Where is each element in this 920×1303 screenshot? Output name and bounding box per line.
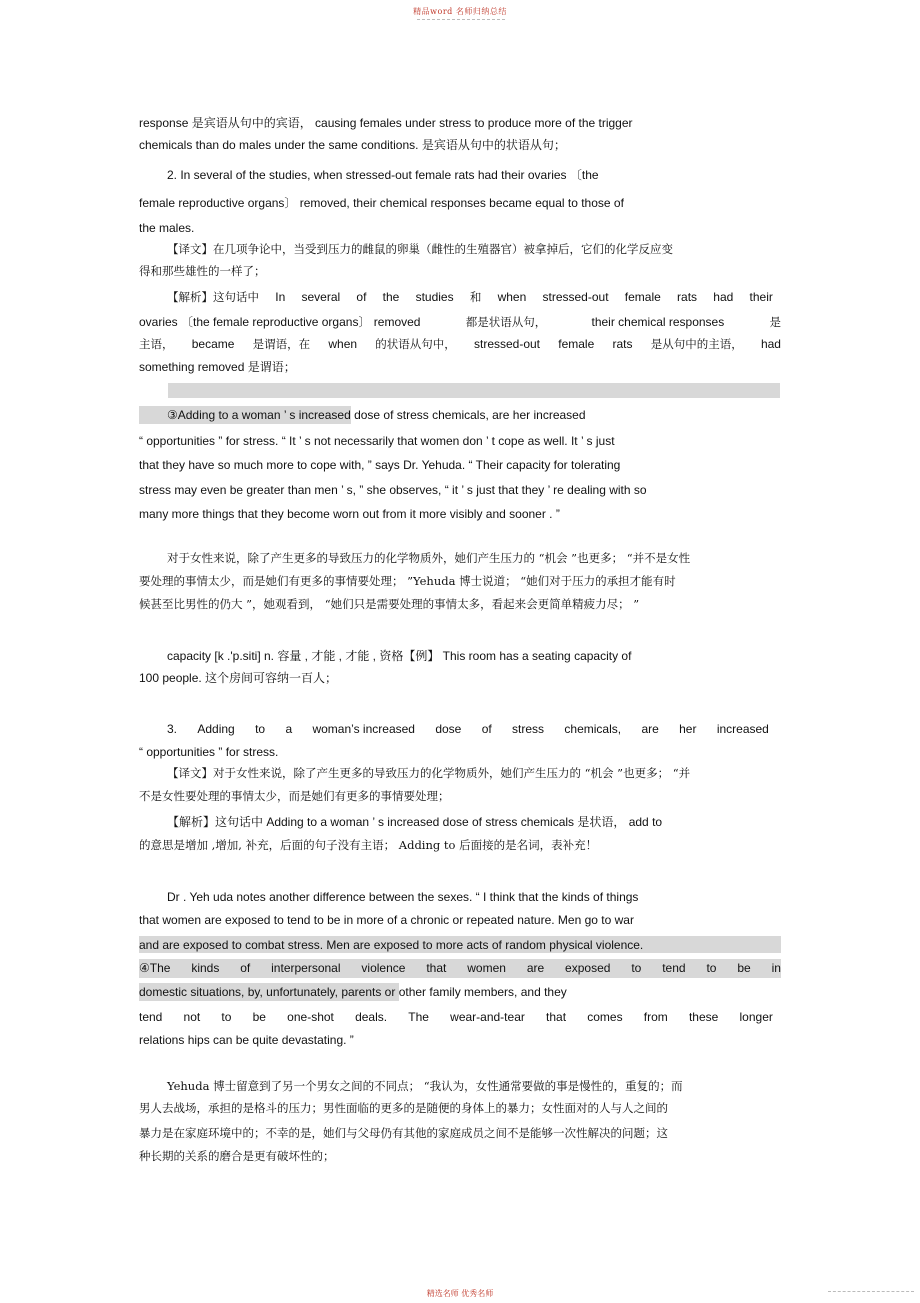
s2-a1-w4: the bbox=[382, 290, 400, 304]
q4-l6-w1: not bbox=[183, 1010, 201, 1024]
s2-a3-w8: 是从句中的主语， bbox=[650, 337, 743, 351]
s3-l1-w7: stress bbox=[512, 722, 545, 736]
s2-a3-w7: rats bbox=[612, 337, 633, 351]
s3-translation-2: 不是女性要处理的事情太少，而是她们有更多的事情要处理； bbox=[139, 789, 450, 803]
s3-analysis-2: 的意思是增加 ,增加, 补充，后面的句子没有主语； Adding to 后面接的是名词，表补充！ bbox=[139, 838, 598, 852]
trans3-line-3: 候甚至比男性的仍大 ”，她观看到， “她们只是需要处理的事情太多，看起来会更简单精疲力尽； ” bbox=[139, 597, 640, 611]
q4-l6-w9: comes bbox=[587, 1010, 623, 1024]
s2-a1-w10: rats bbox=[677, 290, 698, 304]
q4-l4-w5: that bbox=[426, 961, 447, 975]
s2-analysis-1 bbox=[167, 289, 773, 305]
quote4-line-7: relations hips can be quite devastating. ” bbox=[139, 1033, 354, 1047]
trans4-line-1: Yehuda 博士留意到了另一个男女之间的不同点； “我认为，女性通常要做的事是慢性的，重复的；而 bbox=[167, 1079, 683, 1093]
vocab-line-2: 100 people. 这个房间可容纳一百人； bbox=[139, 671, 338, 685]
s2-analysis-4: something removed 是谓语； bbox=[139, 360, 296, 374]
quote4-line-6 bbox=[139, 1009, 773, 1025]
s2-line-3: the males. bbox=[139, 221, 195, 235]
trans4-line-2: 男人去战场，承担的是格斗的压力；男性面临的更多的是随便的身体上的暴力；女性面对的人与人之间的 bbox=[139, 1101, 668, 1115]
q4-l6-w7: wear-and-tear bbox=[450, 1010, 525, 1024]
s2-a1-w6: 和 bbox=[469, 290, 482, 304]
quote3-line-5: many more things that they become worn out from it more visibly and sooner . ” bbox=[139, 507, 560, 521]
quote3-line-3: that they have so much more to cope with, ” says Dr. Yehuda. “ Their capacity for tolerating bbox=[139, 458, 621, 472]
q4-l6-w6: The bbox=[408, 1010, 429, 1024]
s2-translation-1: 【译文】在几项争论中，当受到压力的雌鼠的卵巢（雌性的生殖器官）被拿掉后，它们的化学反应变 bbox=[167, 242, 673, 256]
s3-l1-w10: her bbox=[679, 722, 697, 736]
q4-l4-w8: exposed bbox=[565, 961, 611, 975]
s3-l1-w8: chemicals, bbox=[564, 722, 622, 736]
trans3-line-2: 要处理的事情太少，而是她们有更多的事情要处理； ”Yehuda 博士说道； “她们对于压力的承担才能有时 bbox=[139, 574, 676, 588]
q4-l4-w11: to bbox=[706, 961, 717, 975]
s2-analysis-2 bbox=[139, 314, 781, 330]
q4-l6-w10: from bbox=[643, 1010, 668, 1024]
s2-a1-w3: of bbox=[356, 290, 367, 304]
header-watermark: 精品word 名师归纳总结 bbox=[413, 7, 507, 16]
s2-a1-w7: when bbox=[497, 290, 527, 304]
s3-l1-w1: Adding bbox=[197, 722, 235, 736]
s2-a3-w6: female bbox=[558, 337, 595, 351]
s2-a3-w0: 主语， bbox=[139, 337, 174, 351]
s3-l1-w6: of bbox=[481, 722, 492, 736]
trans3-line-1: 对于女性来说，除了产生更多的导致压力的化学物质外，她们产生压力的 “机会 ”也更多； “并不是女性 bbox=[167, 551, 691, 565]
s2-a2-w3: 是 bbox=[769, 315, 781, 329]
q4-l6-w4: one-shot bbox=[287, 1010, 334, 1024]
s2-a2-w1: 都是状语从句， bbox=[465, 315, 547, 329]
q4-l6-w5: deals. bbox=[355, 1010, 388, 1024]
s3-l1-w11: increased bbox=[716, 722, 769, 736]
s2-a3-w9: had bbox=[760, 337, 781, 351]
quote4-line-5: domestic situations, by, unfortunately, parents or other family members, and they bbox=[139, 985, 567, 999]
header-divider bbox=[417, 19, 505, 20]
q4-l6-w11: these bbox=[688, 1010, 719, 1024]
s3-analysis-1: 【解析】这句话中 Adding to a woman ’ s increased dose of stress chemicals 是状语， add to bbox=[167, 815, 663, 829]
s3-translation-1: 【译文】对于女性来说，除了产生更多的导致压力的化学物质外，她们产生压力的 “机会 ”也更多； “并 bbox=[167, 766, 691, 780]
p1-line-2: chemicals than do males under the same conditions. 是宾语从句中的状语从句； bbox=[139, 138, 566, 152]
q4-l6-w3: be bbox=[252, 1010, 266, 1024]
footer-watermark: 精选名师 优秀名师 bbox=[426, 1289, 494, 1298]
quote4-line-2: that women are exposed to tend to be in more of a chronic or repeated nature. Men go to war bbox=[139, 913, 634, 927]
s2-a1-w0: 【解析】这句话中 bbox=[167, 290, 259, 304]
q4-l4-w1: kinds bbox=[191, 961, 220, 975]
s3-l1-w4: woman’s increased bbox=[312, 722, 415, 736]
s2-a2-w0: ovaries 〔the female reproductive organs〕 removed bbox=[139, 315, 421, 329]
q4-l4-w7: are bbox=[526, 961, 545, 975]
s2-analysis-3 bbox=[139, 336, 781, 352]
s3-l1-w0: 3. bbox=[167, 722, 178, 736]
p1-line-1: response 是宾语从句中的宾语， causing females under stress to produce more of the trigger bbox=[139, 116, 633, 130]
s3-l1-w3: a bbox=[285, 722, 293, 736]
quote3-line-4: stress may even be greater than men ’ s, ” she observes, “ it ’ s just that they ’ re dealing with so bbox=[139, 483, 647, 497]
s3-l1-w9: are bbox=[641, 722, 659, 736]
quote4-line-3: and are exposed to combat stress. Men are exposed to more acts of random physical violence. bbox=[139, 938, 644, 952]
s2-a3-w1: became bbox=[191, 337, 235, 351]
quote4-line-1: Dr . Yeh uda notes another difference between the sexes. “ I think that the kinds of things bbox=[167, 890, 639, 904]
q4-l6-w12: longer bbox=[739, 1010, 773, 1024]
q4-l4-w10: tend bbox=[662, 961, 686, 975]
s3-line-1 bbox=[167, 721, 769, 737]
footer-divider bbox=[828, 1291, 914, 1292]
quote4-line-4 bbox=[139, 960, 781, 976]
q4-l4-w6: women bbox=[467, 961, 506, 975]
s2-a3-w2: 是谓语，在 bbox=[252, 337, 311, 351]
q4-l6-w2: to bbox=[221, 1010, 232, 1024]
s2-a3-w5: stressed-out bbox=[473, 337, 541, 351]
q4-l4-w4: violence bbox=[361, 961, 406, 975]
trans4-line-4: 种长期的关系的磨合是更有破坏性的； bbox=[139, 1149, 335, 1163]
s2-line-2: female reproductive organs〕 removed, their chemical responses became equal to those of bbox=[139, 196, 624, 210]
quote3-line-2: “ opportunities ” for stress. “ It ’ s not necessarily that women don ’ t cope as well. It ’ s just bbox=[139, 434, 615, 448]
q4-l4-w3: interpersonal bbox=[271, 961, 341, 975]
s3-line-2: “ opportunities ” for stress. bbox=[139, 745, 279, 759]
s2-a1-w8: stressed-out bbox=[542, 290, 609, 304]
s2-translation-2: 得和那些雄性的一样了； bbox=[139, 264, 266, 278]
s2-a3-w4: 的状语从句中， bbox=[375, 337, 456, 351]
vocab-line-1: capacity [k .'p.siti] n. 容量 , 才能 , 才能 , 资格【例】 This room has a seating capacity of bbox=[167, 649, 632, 663]
q4-l4-w2: of bbox=[240, 961, 251, 975]
s2-a1-w11: had bbox=[713, 290, 734, 304]
q4-l4-w9: to bbox=[631, 961, 642, 975]
s2-a1-w5: studies bbox=[415, 290, 454, 304]
quote3-line-1: ③Adding to a woman ’ s increased dose of stress chemicals, are her increased bbox=[167, 408, 586, 422]
s2-a1-w2: several bbox=[301, 290, 341, 304]
s2-a1-w1: In bbox=[275, 290, 286, 304]
s2-a2-w2: their chemical responses bbox=[591, 315, 725, 329]
trans4-line-3: 暴力是在家庭环境中的；不幸的是，她们与父母仍有其他的家庭成员之间不是能够一次性解决的问题；这 bbox=[139, 1126, 668, 1140]
s3-l1-w2: to bbox=[255, 722, 266, 736]
q4-l6-w8: that bbox=[546, 1010, 567, 1024]
q4-l4-w13: in bbox=[771, 961, 781, 975]
s2-a1-w9: female bbox=[624, 290, 661, 304]
s2-a3-w3: when bbox=[328, 337, 358, 351]
s2-line-1: 2. In several of the studies, when stressed-out female rats had their ovaries 〔the bbox=[167, 168, 599, 182]
s2-a1-w12: their bbox=[749, 290, 773, 304]
q4-l6-w0: tend bbox=[139, 1010, 163, 1024]
s3-l1-w5: dose bbox=[435, 722, 462, 736]
q4-l4-w12: be bbox=[737, 961, 751, 975]
q4-l4-w0: ④The bbox=[139, 961, 171, 975]
highlight-bar bbox=[168, 383, 780, 398]
